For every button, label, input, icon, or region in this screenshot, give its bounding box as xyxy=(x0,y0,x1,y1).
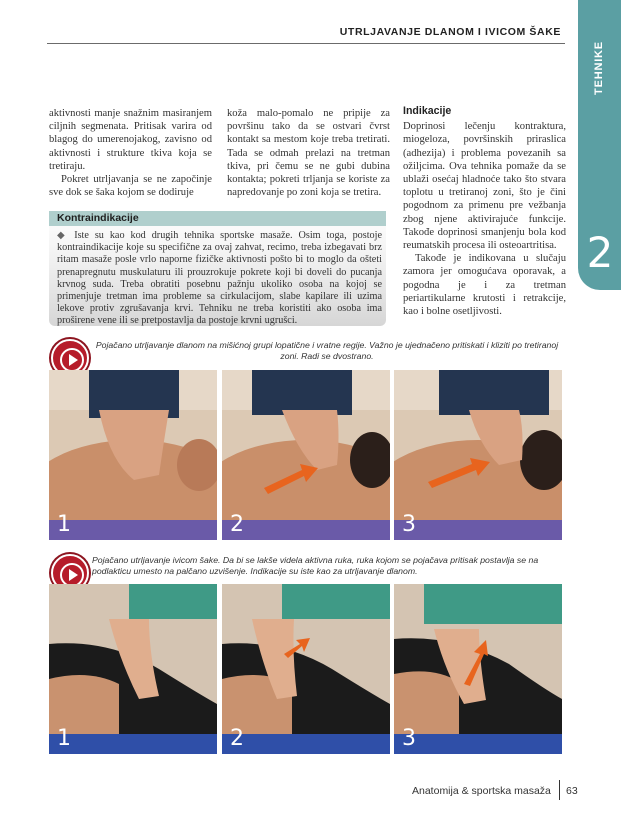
footer-divider xyxy=(559,780,560,800)
massage-photo xyxy=(394,370,562,540)
chapter-tab-label-wrap xyxy=(580,28,618,108)
indications-section xyxy=(403,105,566,318)
photo-step-number: 2 xyxy=(230,512,244,537)
footer-book-title: Anatomija & sportska masaža xyxy=(412,785,551,797)
contraindications-heading: Kontraindikacije xyxy=(49,211,386,226)
massage-photo xyxy=(394,584,562,754)
sequence-1-caption: Pojačano utrljavanje dlanom na mišićnoj grupi lopatične i vratne regije. Važno je ujednačeno pritiskati i kliziti po tretiranoj zoni. Radi se dvostrano. xyxy=(95,340,559,361)
paragraph: Pokret utrljavanja se ne započinje sve dok se šaka kojom se dodiruje xyxy=(49,174,212,199)
photo-step-number: 2 xyxy=(230,726,244,751)
photo-step-number: 3 xyxy=(402,512,416,537)
page-number: 63 xyxy=(566,785,578,797)
text-column-1 xyxy=(49,107,212,199)
photo-step-number: 1 xyxy=(57,726,71,751)
massage-photo xyxy=(222,584,390,754)
indications-heading: Indikacije xyxy=(403,105,452,117)
header-rule xyxy=(47,43,565,44)
running-header: UTRLJAVANJE DLANOM I IVICOM ŠAKE xyxy=(339,26,561,38)
text-column-2 xyxy=(227,107,390,199)
massage-photo xyxy=(49,584,217,754)
contraindications-body: Iste su kao kod drugih tehnika sportske masaže. Osim toga, postoje kontraindikacije koje su specifične za ovaj zahvat, recimo, treba izbegavati brz ritam masaže posle vrlo naporne fizičke aktivnosti pošto bi to moglo da ošteti prenapregnutu muskulaturu ili prouzrokuje pokrete koji bi doveli do pucanja krvnog suda. Treba obratiti posebnu pažnju ukoliko osoba na kojoj se primenjuje tretman ima probleme sa cirkulacijom, slabe kapilare ili uzima lekove protiv zgrušavanja krvi. Tehniku ne treba koristiti ako osoba ima proširene vene ili se pretpostavlja da postoje krvni ugrušci. xyxy=(57,230,382,327)
diamond-bullet-icon: ◆ xyxy=(57,230,69,241)
contraindications-text xyxy=(57,230,382,328)
chapter-number: 2 xyxy=(586,228,614,277)
paragraph: koža malo-pomalo ne pripije za površinu tako da se ostvari čvrst kontakt sa mestom koje treba tretirati. Tada se odmah prelazi na tretman tkiva, pri čemu se ne gubi dubina kontakta; pokreti trljanja se koriste za napredovanje po zoni koja se tretira. xyxy=(227,108,390,199)
photo-step-number: 1 xyxy=(57,512,71,537)
chapter-tab-label: TEHNIKE xyxy=(593,41,606,95)
massage-photo xyxy=(49,370,217,540)
paragraph: Takođe je indikovana u slučaju zamora jer omogućava oporavak, a pogodna je i za tretman periartikularne krutosti i retrakcije, kao i bolne osetljivosti. xyxy=(403,253,566,318)
massage-photo xyxy=(222,370,390,540)
paragraph: Doprinosi lečenju kontraktura, miogeloza, površinskih priraslica (adhezija) i problema povezanih sa ožiljcima. Ova tehnika pomaže da se ublaži osećaj hladnoće tako što stvara toplotu u tretiranoj zoni, što je čini pogodnom za primenu pre vežbanja zbog njene aktivirajuće funkcije. Takođe doprinosi smanjenju bola kod reumatskih procesa ili osteoartritisa. xyxy=(403,121,566,252)
photo-step-number: 3 xyxy=(402,726,416,751)
paragraph: aktivnosti manje snažnim masiranjem ciljnih segmenata. Pritisak varira od blagog do umerenojakog, zavisno od aktivnosti i strukture tkiva koja se tretiraju. xyxy=(49,108,212,172)
sequence-2-caption: Pojačano utrljavanje ivicom šake. Da bi se lakše videla aktivna ruka, ruka kojom se pojačava pritisak postavlja se na podlakticu umesto na palčano uzvišenje. Indikacije su iste kao za utrljavanje dlanom. xyxy=(92,555,539,576)
